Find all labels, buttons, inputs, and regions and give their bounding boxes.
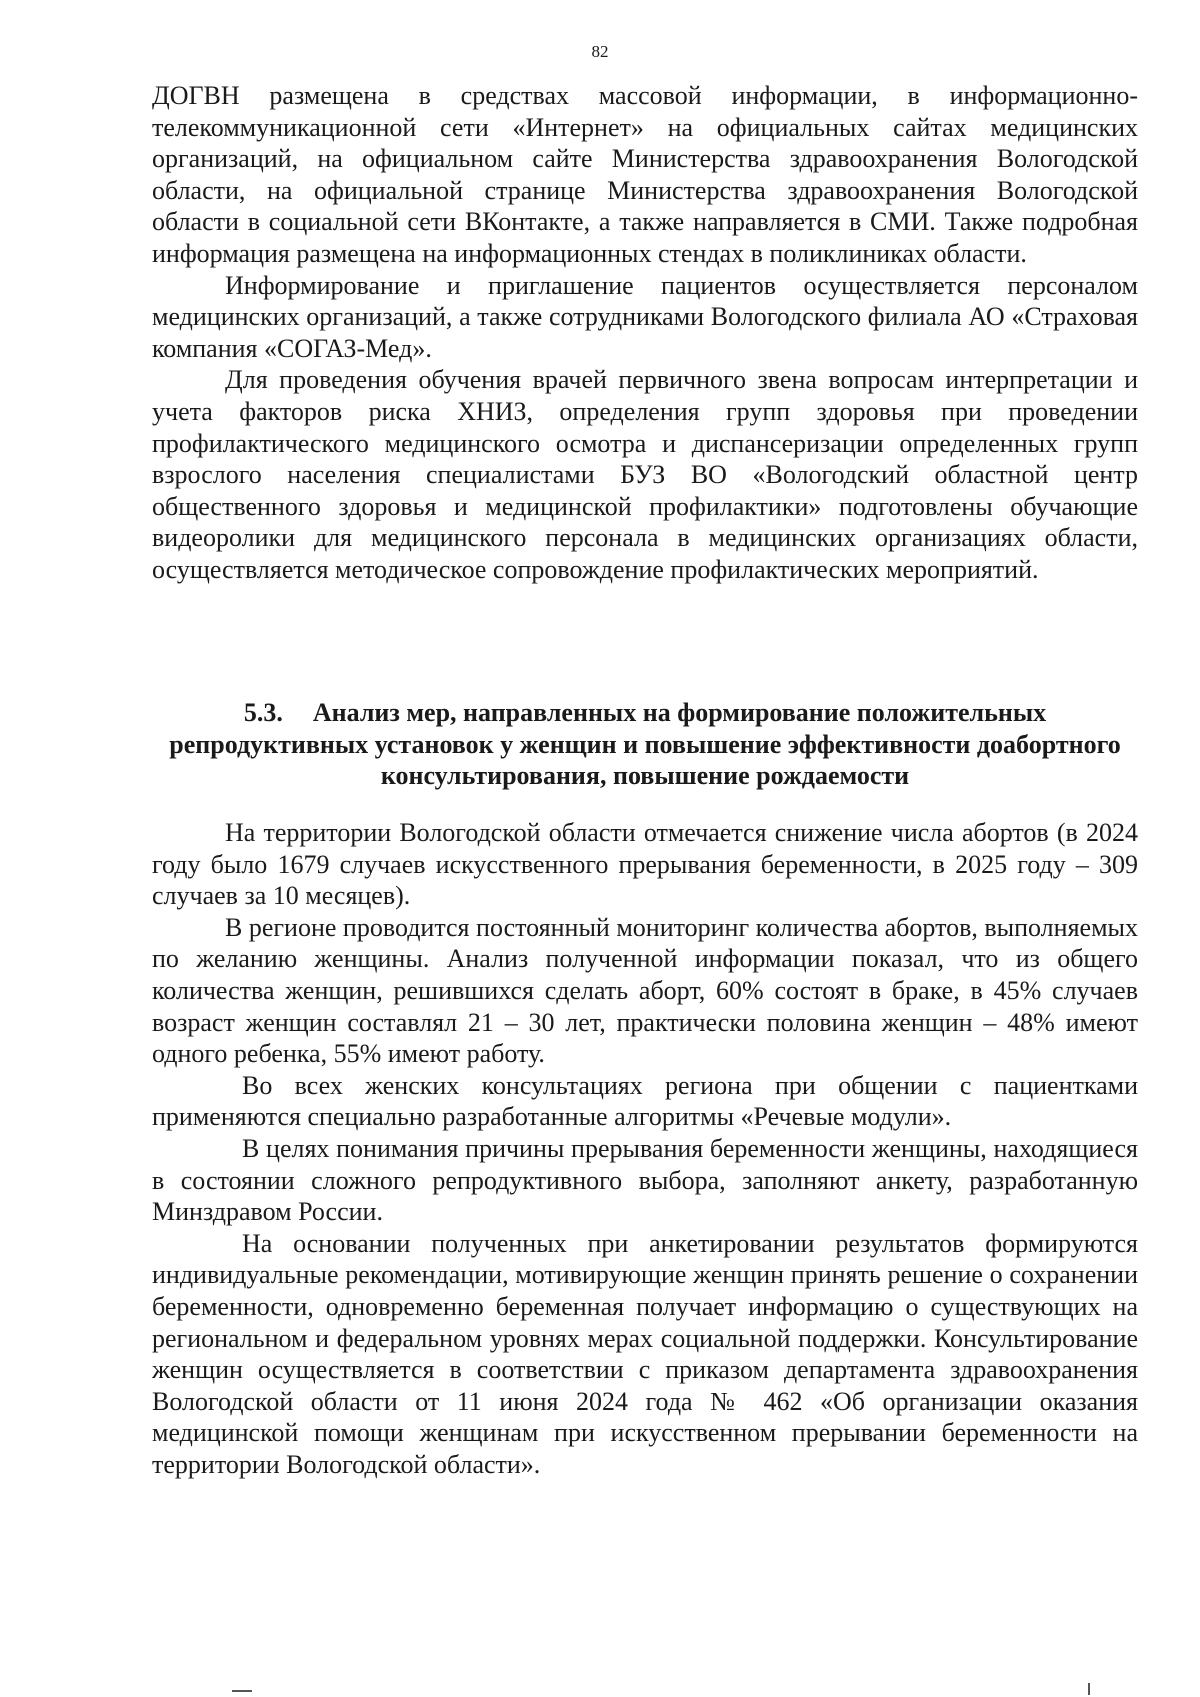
paragraph: ДОГВН размещена в средствах массовой информации, в информационно-телекоммуникационной сети «Интернет» на официальных сайтах медицинских организаций, на официальном сайте Министерства здравоохранения Вологодской области, на официальной странице Министерства здравоохранения Вологодской области в социальной сети ВКонтакте, а также направляется в СМИ. Также подробная информация размещена на информационных стендах в поликлиниках области. <box>152 81 1138 268</box>
text-block-bottom <box>152 817 1138 1480</box>
paragraph: На основании полученных при анкетировании результатов формируются индивидуальные рекомендации, мотивирующие женщин принять решение о сохранении беременности, одновременно беременная получает информацию о существующих на региональном и федеральном уровнях мерах социальной поддержки. Консультирование женщин осуществляется в соответствии с приказом департамента здравоохранения Вологодской области от 11 июня 2024 года № 462 «Об организации оказания медицинской помощи женщинам при искусственном прерывании беременности на территории Вологодской области». <box>152 1228 1138 1479</box>
paragraph: В целях понимания причины прерывания беременности женщины, находящиеся в состоянии сложного репродуктивного выбора, заполняют анкету, разработанную Минздравом России. <box>152 1133 1138 1227</box>
paragraph: На территории Вологодской области отмечается снижение числа абортов (в 2024 году было 1679 случаев искусственного прерывания беременности, в 2025 году – 309 случаев за 10 месяцев). <box>152 818 1138 911</box>
section-title: Анализ мер, направленных на формирование положительных репродуктивных установок у женщин и повышение эффективности доабортного консультирования, повышение рождаемости <box>169 698 1121 791</box>
section-heading <box>152 697 1138 792</box>
paragraph: В регионе проводится постоянный мониторинг количества абортов, выполняемых по желанию женщины. Анализ полученной информации показал, что из общего количества женщин, решившихся сделать аборт, 60% состоят в браке, в 45% случаев возраст женщин составлял 21 – 30 лет, практически половина женщин – 48% имеют одного ребенка, 55% имеют работу. <box>152 912 1138 1069</box>
page-number: 82 <box>591 42 609 61</box>
scan-artifact <box>232 1690 252 1692</box>
paragraph: Во всех женских консультациях региона при общении с пациентками применяются специально разработанные алгоритмы «Речевые модули». <box>152 1070 1138 1132</box>
paragraph: Для проведения обучения врачей первичного звена вопросам интерпретации и учета факторов риска ХНИЗ, определения групп здоровья при проведении профилактического медицинского осмотра и диспансеризации определенных групп взрослого населения специалистами БУЗ ВО «Вологодский областной центр общественного здоровья и медицинской профилактики» подготовлены обучающие видеоролики для медицинского персонала в медицинских организациях области, осуществляется методическое сопровождение профилактических мероприятий. <box>152 365 1138 584</box>
section-number: 5.3. <box>243 698 283 727</box>
scan-artifact <box>1088 1683 1090 1695</box>
text-block-top <box>152 80 1138 586</box>
paragraph: Информирование и приглашение пациентов осуществляется персоналом медицинских организаций, а также сотрудниками Вологодского филиала АО «Страховая компания «СОГАЗ-Мед». <box>152 270 1138 363</box>
